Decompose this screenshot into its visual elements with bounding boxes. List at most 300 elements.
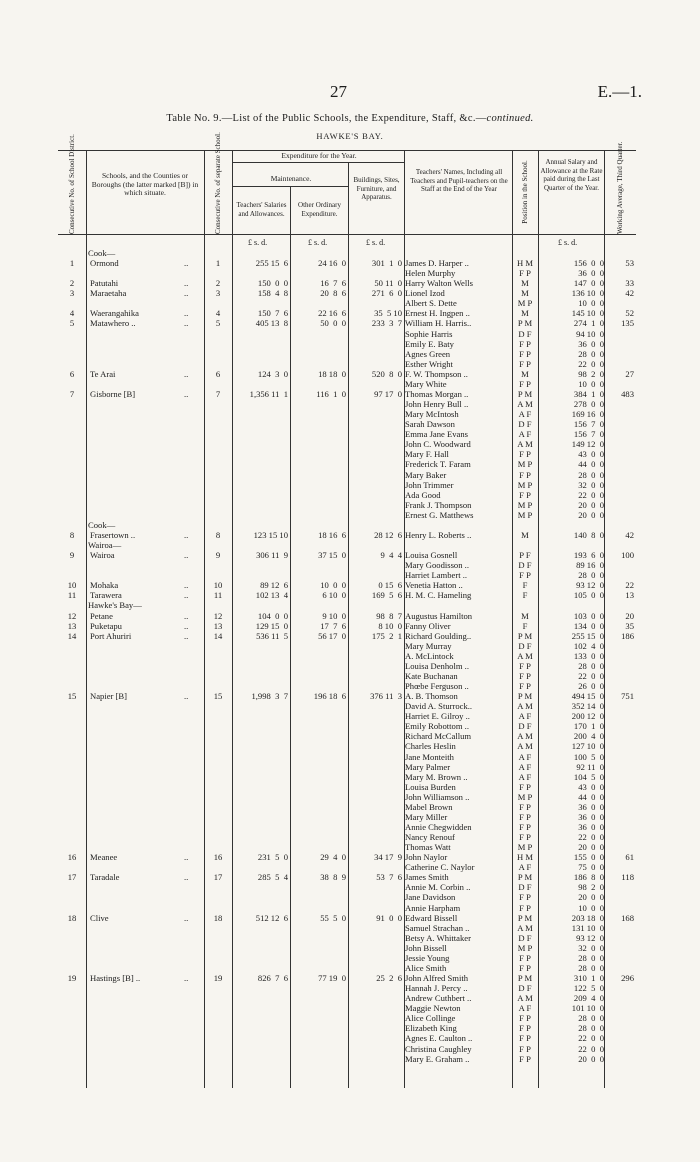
table-row — [58, 691, 636, 701]
buildings-amount: 233 3 7 — [371, 318, 402, 329]
table-row — [58, 409, 636, 419]
teacher-name: Emma Jane Evans — [405, 429, 469, 440]
buildings-amount: 28 12 6 — [374, 529, 402, 540]
salaries-amount: 1,356 11 1 — [249, 388, 288, 399]
document-reference: E.—1. — [597, 82, 642, 101]
district-number: 4 — [69, 308, 75, 319]
annual-salary: 169 16 0 — [571, 409, 604, 420]
header-annual-salary: Annual Salary and Allowance at the Rate paid during the Last Quarter of the Year. — [540, 158, 603, 192]
other-expenditure-amount: 55 5 0 — [320, 912, 346, 923]
table-row — [58, 1013, 636, 1023]
table-row — [58, 782, 636, 792]
table-row — [58, 822, 636, 832]
header-buildings: Buildings, Sites, Furniture, and Apparatus. — [353, 176, 400, 201]
table-row — [58, 721, 636, 731]
school-name: Gisborne [B] — [90, 388, 136, 399]
leader-dots: .. — [184, 529, 189, 540]
annual-salary: 193 6 0 — [573, 550, 604, 561]
position-code: F P — [519, 469, 531, 480]
district-number: 8 — [69, 529, 75, 540]
table-row — [58, 540, 636, 550]
teacher-name: Mary White — [405, 378, 447, 389]
header-attendance: Working Average, Third Quarter. — [616, 141, 624, 234]
annual-salary: 101 10 0 — [571, 1003, 604, 1014]
school-name: Patutahi — [90, 278, 119, 289]
other-expenditure-amount: 22 16 6 — [318, 308, 346, 319]
position-code: A F — [518, 711, 532, 722]
working-average: 35 — [625, 620, 634, 631]
table-row — [58, 923, 636, 933]
school-number: 5 — [215, 318, 221, 329]
leader-dots: .. — [184, 580, 189, 591]
table-row — [58, 802, 636, 812]
other-expenditure-amount: 10 0 0 — [320, 580, 346, 591]
annual-salary: 494 15 0 — [571, 691, 604, 702]
school-number: 9 — [215, 550, 221, 561]
position-code: A M — [517, 741, 533, 752]
district-number: 5 — [69, 318, 75, 329]
other-expenditure-amount: 50 0 0 — [320, 318, 346, 329]
teacher-name: Louisa Burden — [405, 781, 456, 792]
table-row — [58, 1044, 636, 1054]
teacher-name: Annie Harpham — [405, 902, 461, 913]
other-expenditure-amount: 6 10 0 — [322, 590, 346, 601]
position-code: P F — [519, 550, 531, 561]
annual-salary: 170 1 0 — [573, 721, 604, 732]
table-row — [58, 449, 636, 459]
teacher-name: Betsy A. Whittaker — [405, 932, 471, 943]
teacher-name: Mary F. Hall — [405, 449, 449, 460]
working-average: 61 — [625, 852, 634, 863]
table-row — [58, 439, 636, 449]
annual-salary: 203 18 0 — [571, 912, 604, 923]
annual-salary: 28 0 0 — [578, 660, 604, 671]
school-number: 16 — [213, 852, 223, 863]
teacher-name: Christina Caughley — [405, 1043, 472, 1054]
leader-dots: .. — [184, 288, 189, 299]
table-row — [58, 933, 636, 943]
annual-salary: 134 0 0 — [573, 620, 604, 631]
teacher-name: H. M. C. Hameling — [405, 590, 472, 601]
position-code: M — [521, 288, 529, 299]
annual-salary: 92 11 0 — [576, 761, 604, 772]
district-number: 1 — [69, 258, 75, 269]
annual-salary: 22 0 0 — [578, 358, 604, 369]
annual-salary: 32 0 0 — [578, 479, 604, 490]
table-row — [58, 812, 636, 822]
position-code: M P — [517, 509, 533, 520]
teacher-name: Mary Murray — [405, 640, 452, 651]
buildings-amount: 97 17 0 — [374, 388, 402, 399]
teacher-name: John C. Woodward — [405, 439, 471, 450]
position-code: A F — [518, 1003, 532, 1014]
position-code: P M — [517, 388, 533, 399]
table-title-continued: continued. — [486, 113, 534, 124]
district-number: 10 — [67, 580, 77, 591]
table-row — [58, 661, 636, 671]
units-salaries: £ s. d. — [248, 238, 268, 247]
buildings-amount: 91 0 0 — [376, 912, 402, 923]
school-number: 19 — [213, 973, 223, 984]
teacher-name: Catherine C. Naylor — [405, 862, 475, 873]
table-row — [58, 832, 636, 842]
teacher-name: Annie M. Corbin .. — [405, 882, 471, 893]
table-row — [58, 590, 636, 600]
teacher-name: Harriet E. Gilroy .. — [405, 711, 470, 722]
annual-salary: 98 2 0 — [578, 882, 604, 893]
salaries-amount: 104 0 0 — [257, 610, 288, 621]
school-name: Mohaka — [90, 580, 119, 591]
position-code: F P — [519, 1033, 531, 1044]
working-average: 118 — [621, 872, 634, 883]
salaries-amount: 123 15 10 — [253, 529, 288, 540]
annual-salary: 131 10 0 — [571, 922, 604, 933]
table-row — [58, 258, 636, 268]
working-average: 483 — [621, 388, 634, 399]
position-code: F P — [519, 1043, 531, 1054]
salaries-amount: 306 11 9 — [256, 550, 288, 561]
annual-salary: 156 0 0 — [573, 258, 604, 269]
teacher-name: Andrew Cuthbert .. — [405, 993, 472, 1004]
table-row — [58, 530, 636, 540]
other-expenditure-amount: 38 8 9 — [320, 872, 346, 883]
other-expenditure-amount: 18 18 0 — [318, 368, 346, 379]
position-code: M P — [517, 842, 533, 853]
district-number: 9 — [69, 550, 75, 561]
position-code: F P — [519, 338, 531, 349]
district-number: 16 — [67, 852, 77, 863]
table-row — [58, 600, 636, 610]
buildings-amount: 25 2 6 — [376, 973, 402, 984]
header-other-expenditure: Other Ordinary Expenditure. — [298, 201, 341, 218]
working-average: 42 — [625, 288, 634, 299]
table-row — [58, 993, 636, 1003]
salaries-amount: 231 5 0 — [257, 852, 288, 863]
position-code: D F — [518, 882, 532, 893]
header-position: Position in the School. — [521, 160, 529, 224]
table-row — [58, 480, 636, 490]
units-annual: £ s. d. — [558, 238, 578, 247]
teacher-name: A. McLintock — [405, 650, 454, 661]
table-row — [58, 369, 636, 379]
other-expenditure-amount: 17 7 6 — [320, 620, 346, 631]
teacher-name: Fanny Oliver — [405, 620, 451, 631]
school-name: Tarawera — [90, 590, 122, 601]
table-row — [58, 268, 636, 278]
annual-salary: 122 5 0 — [573, 983, 604, 994]
position-code: D F — [518, 932, 532, 943]
table-row — [58, 621, 636, 631]
table-row — [58, 611, 636, 621]
leader-dots: .. — [184, 912, 189, 923]
position-code: F P — [519, 681, 531, 691]
other-expenditure-amount: 196 18 6 — [313, 691, 346, 702]
annual-salary: 94 10 0 — [576, 328, 604, 339]
position-code: M P — [517, 298, 533, 309]
other-expenditure-amount: 9 10 0 — [322, 610, 346, 621]
table-row — [58, 500, 636, 510]
teacher-name: Frederick T. Faram — [405, 459, 471, 470]
school-number: 12 — [213, 610, 223, 621]
page-number: 27 — [330, 82, 347, 101]
annual-salary: 136 10 0 — [571, 288, 604, 299]
annual-salary: 156 7 0 — [573, 419, 604, 430]
salaries-amount: 536 11 5 — [256, 630, 288, 641]
working-average: 42 — [625, 529, 634, 540]
table-row — [58, 731, 636, 741]
salaries-amount: 89 12 6 — [260, 580, 288, 591]
school-number: 6 — [215, 368, 221, 379]
other-expenditure-amount: 29 4 0 — [320, 852, 346, 863]
position-code: A M — [517, 399, 533, 410]
position-code: F P — [519, 660, 531, 671]
school-name: Maraetaha — [90, 288, 127, 299]
teacher-name: Emily Robottom .. — [405, 721, 469, 732]
annual-salary: 352 14 0 — [571, 701, 604, 712]
leader-dots: .. — [184, 973, 189, 984]
position-code: P M — [517, 973, 533, 984]
teacher-name: Charles Heslin — [405, 741, 456, 752]
working-average: 20 — [625, 610, 634, 621]
header-expenditure: Expenditure for the Year. — [281, 151, 357, 160]
position-code: F P — [519, 1053, 531, 1064]
position-code: D F — [518, 419, 532, 430]
teacher-name: Sarah Dawson — [405, 419, 455, 430]
table-row — [58, 288, 636, 298]
units-buildings: £ s. d. — [366, 238, 386, 247]
teacher-name: Richard McCallum — [405, 731, 472, 742]
teacher-name: Samuel Strachan .. — [405, 922, 470, 933]
annual-salary: 20 0 0 — [578, 892, 604, 903]
teacher-name: Alice Collinge — [405, 1013, 456, 1024]
district-number: 7 — [69, 388, 75, 399]
table-row — [58, 298, 636, 308]
expenditure-rule — [232, 162, 404, 163]
school-name: Frasertown .. — [90, 529, 136, 540]
school-number: 13 — [213, 620, 223, 631]
teacher-name: F. W. Thompson .. — [405, 368, 468, 379]
leader-dots: .. — [184, 620, 189, 631]
header-bottom-rule — [58, 234, 636, 235]
leader-dots: .. — [184, 630, 189, 641]
annual-salary: 36 0 0 — [578, 821, 604, 832]
district-number: 3 — [69, 288, 75, 299]
annual-salary: 149 12 0 — [571, 439, 604, 450]
table-row — [58, 550, 636, 560]
salaries-amount: 129 15 0 — [255, 620, 288, 631]
teacher-name: Mary E. Graham .. — [405, 1053, 470, 1064]
header-teachers: Teachers' Names, Including all Teachers and Pupil-teachers on the Staff at the End of the Year — [410, 168, 508, 193]
position-code: M P — [517, 942, 533, 953]
leader-dots: .. — [184, 318, 189, 329]
position-code: F P — [519, 821, 531, 832]
table-row — [58, 580, 636, 590]
school-name: Ormond — [90, 258, 119, 269]
position-code: A F — [518, 862, 532, 873]
district-number: 12 — [67, 610, 77, 621]
buildings-amount: 301 1 0 — [371, 258, 402, 269]
school-name: Petane — [90, 610, 113, 621]
teacher-name: Louisa Gosnell — [405, 550, 458, 561]
teacher-name: Mary McIntosh — [405, 409, 459, 420]
table-row — [58, 470, 636, 480]
buildings-amount: 34 17 9 — [374, 852, 402, 863]
table-row — [58, 1003, 636, 1013]
buildings-amount: 50 11 0 — [374, 278, 402, 289]
position-code: M P — [517, 479, 533, 490]
teacher-name: Edward Bissell — [405, 912, 458, 923]
table-row — [58, 913, 636, 923]
position-code: P M — [517, 630, 533, 641]
annual-salary: 156 7 0 — [573, 429, 604, 440]
school-number: 10 — [213, 580, 223, 591]
teacher-name: John Trimmer — [405, 479, 454, 490]
table-row — [58, 1033, 636, 1043]
teacher-name: Louisa Denholm .. — [405, 660, 469, 671]
table-row — [58, 459, 636, 469]
school-number: 15 — [213, 691, 223, 702]
working-average: 33 — [625, 278, 634, 289]
table-row — [58, 429, 636, 439]
position-code: F P — [519, 449, 531, 460]
working-average: 751 — [621, 691, 634, 702]
salaries-amount: 512 12 6 — [255, 912, 288, 923]
leader-dots: .. — [184, 258, 189, 269]
position-code: A F — [518, 751, 532, 762]
table-row — [58, 983, 636, 993]
table-title-lead: Table No. 9.—List of the Public Schools, the Expenditure, Staff, &c.— — [166, 113, 487, 124]
other-expenditure-amount: 56 17 0 — [318, 630, 346, 641]
position-code: M — [521, 278, 529, 289]
position-code: F P — [519, 801, 531, 812]
teacher-name: Harry Walton Wells — [405, 278, 473, 289]
annual-salary: 75 0 0 — [578, 862, 604, 873]
teacher-name: Hannah J. Percy .. — [405, 983, 468, 994]
position-code: F P — [519, 570, 531, 581]
position-code: F — [522, 590, 528, 601]
annual-salary: 104 5 0 — [573, 771, 604, 782]
table-row — [58, 842, 636, 852]
position-code: M P — [517, 459, 533, 470]
position-code: M — [521, 529, 529, 540]
teacher-name: Esther Wright — [405, 358, 453, 369]
leader-dots: .. — [184, 278, 189, 289]
table-row — [58, 510, 636, 520]
district-number: 11 — [67, 590, 77, 601]
table-row — [58, 379, 636, 389]
teacher-name: John Williamson .. — [405, 791, 470, 802]
district-number: 6 — [69, 368, 75, 379]
school-number: 2 — [215, 278, 221, 289]
buildings-amount: 8 10 0 — [378, 620, 402, 631]
units-other: £ s. d. — [308, 238, 328, 247]
other-expenditure-amount: 20 8 6 — [320, 288, 346, 299]
annual-salary: 10 0 0 — [578, 378, 604, 389]
leader-dots: .. — [184, 691, 189, 702]
annual-salary: 103 0 0 — [573, 610, 604, 621]
table-row — [58, 308, 636, 318]
table-row — [58, 741, 636, 751]
region-heading: HAWKE'S BAY. — [316, 131, 384, 141]
position-code: H M — [517, 852, 533, 863]
table-title — [0, 113, 700, 124]
annual-salary: 102 4 0 — [573, 640, 604, 651]
position-code: F P — [519, 268, 531, 279]
table-row — [58, 651, 636, 661]
table-row — [58, 681, 636, 691]
position-code: A F — [518, 429, 532, 440]
position-code: A M — [517, 701, 533, 712]
teacher-name: Harriet Lambert .. — [405, 570, 468, 581]
school-number: 17 — [213, 872, 223, 883]
position-code: A F — [518, 761, 532, 772]
annual-salary: 36 0 0 — [578, 811, 604, 822]
teacher-name: David A. Sturrock.. — [405, 701, 473, 712]
county-label: Wairoa— — [88, 540, 122, 551]
teacher-name: Mary Goodisson .. — [405, 560, 469, 571]
position-code: A F — [518, 409, 532, 420]
table-row — [58, 570, 636, 580]
teacher-name: John Alfred Smith — [405, 973, 469, 984]
annual-salary: 310 1 0 — [573, 973, 604, 984]
buildings-amount: 376 11 3 — [370, 691, 402, 702]
table-row — [58, 882, 636, 892]
school-name: Port Ahuriri — [90, 630, 132, 641]
teacher-name: Mary Miller — [405, 811, 448, 822]
table-row — [58, 973, 636, 983]
leader-dots: .. — [184, 550, 189, 561]
working-average: 22 — [625, 580, 634, 591]
leader-dots: .. — [184, 872, 189, 883]
school-name: Wairoa — [90, 550, 115, 561]
header-maintenance: Maintenance. — [270, 174, 312, 183]
header-school-no: Consecutive No. of separate School. — [214, 132, 222, 234]
working-average: 296 — [621, 973, 634, 984]
annual-salary: 10 0 0 — [578, 298, 604, 309]
district-number: 13 — [67, 620, 77, 631]
annual-salary: 93 12 0 — [576, 932, 604, 943]
salaries-amount: 826 7 6 — [257, 973, 288, 984]
leader-dots: .. — [184, 852, 189, 863]
other-expenditure-amount: 37 15 0 — [318, 550, 346, 561]
table-row — [58, 792, 636, 802]
district-number: 15 — [67, 691, 77, 702]
annual-salary: 200 4 0 — [573, 731, 604, 742]
annual-salary: 28 0 0 — [578, 348, 604, 359]
position-code: D F — [518, 328, 532, 339]
annual-salary: 20 0 0 — [578, 509, 604, 520]
teacher-name: Venetia Hatton .. — [405, 580, 463, 591]
annual-salary: 28 0 0 — [578, 1013, 604, 1024]
teacher-name: Maggie Newton — [405, 1003, 461, 1014]
school-number: 18 — [213, 912, 223, 923]
table-row — [58, 963, 636, 973]
position-code: A F — [518, 771, 532, 782]
buildings-amount: 169 5 6 — [371, 590, 402, 601]
teacher-name: Annie Chegwidden — [405, 821, 472, 832]
position-code: F P — [519, 962, 531, 973]
position-code: M — [521, 610, 529, 621]
annual-salary: 20 0 0 — [578, 842, 604, 853]
table-row — [58, 329, 636, 339]
school-name: Taradale — [90, 872, 120, 883]
teacher-name: Elizabeth King — [405, 1023, 457, 1034]
annual-salary: 36 0 0 — [578, 338, 604, 349]
schools-table — [58, 132, 636, 1088]
table-row — [58, 318, 636, 328]
position-code: D F — [518, 721, 532, 732]
table-row — [58, 389, 636, 399]
